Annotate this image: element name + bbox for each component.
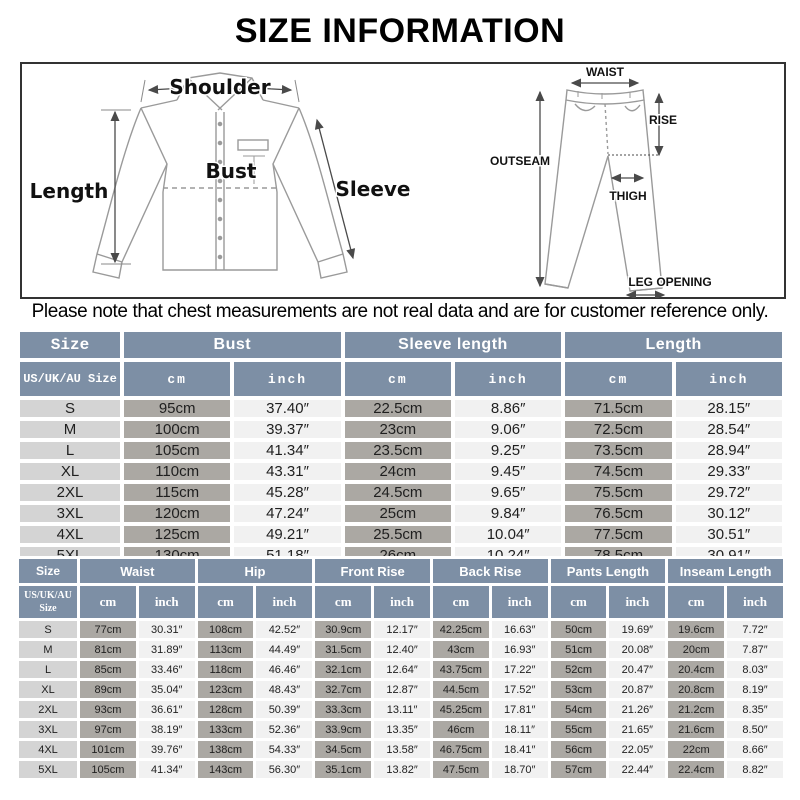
value-cell: 29.33″ (676, 463, 782, 480)
page-title: SIZE INFORMATION (234, 12, 566, 50)
size-cell: M (20, 421, 120, 438)
size-cell: S (20, 400, 120, 417)
value-cell: 46.75cm (433, 741, 489, 758)
value-cell: 108cm (198, 621, 254, 638)
value-cell: 30.31″ (139, 621, 195, 638)
value-cell: 97cm (80, 721, 136, 738)
size-column-header: Size (19, 559, 77, 583)
value-cell: 21.26″ (609, 701, 665, 718)
value-cell: 21.65″ (609, 721, 665, 738)
group-header: Bust (124, 332, 341, 358)
group-header: Hip (198, 559, 313, 583)
unit-header: inch (676, 362, 782, 396)
table-row (19, 741, 783, 758)
value-cell: 9.45″ (455, 463, 561, 480)
value-cell: 29.72″ (676, 484, 782, 501)
value-cell: 123cm (198, 681, 254, 698)
unit-header: inch (455, 362, 561, 396)
value-cell: 52cm (551, 661, 607, 678)
value-cell: 22.5cm (345, 400, 451, 417)
value-cell: 30.9cm (315, 621, 371, 638)
value-cell: 19.6cm (668, 621, 724, 638)
value-cell: 138cm (198, 741, 254, 758)
value-cell: 21.6cm (668, 721, 724, 738)
table-row (19, 641, 783, 658)
size-cell: L (19, 661, 77, 678)
value-cell: 113cm (198, 641, 254, 658)
value-cell: 22.4cm (668, 761, 724, 778)
value-cell: 53cm (551, 681, 607, 698)
value-cell: 55cm (551, 721, 607, 738)
value-cell: 72.5cm (565, 421, 671, 438)
value-cell: 50.39″ (256, 701, 312, 718)
value-cell: 105cm (80, 761, 136, 778)
value-cell: 47.5cm (433, 761, 489, 778)
value-cell: 93cm (80, 701, 136, 718)
value-cell: 57cm (551, 761, 607, 778)
value-cell: 12.40″ (374, 641, 430, 658)
value-cell: 128cm (198, 701, 254, 718)
shirt-size-table (16, 328, 786, 568)
table-row (19, 721, 783, 738)
value-cell: 81cm (80, 641, 136, 658)
value-cell: 12.17″ (374, 621, 430, 638)
value-cell: 8.19″ (727, 681, 783, 698)
value-cell: 8.82″ (727, 761, 783, 778)
size-subheader: US/UK/AU Size (20, 362, 120, 396)
unit-header: cm (668, 586, 724, 618)
value-cell: 31.5cm (315, 641, 371, 658)
value-cell: 22.44″ (609, 761, 665, 778)
value-cell: 43cm (433, 641, 489, 658)
value-cell: 75.5cm (565, 484, 671, 501)
value-cell: 21.2cm (668, 701, 724, 718)
value-cell: 20.47″ (609, 661, 665, 678)
shirt-measurement-diagram (25, 66, 415, 294)
table-row (19, 761, 783, 778)
value-cell: 25.5cm (345, 526, 451, 543)
size-cell: 2XL (19, 701, 77, 718)
size-cell: L (20, 442, 120, 459)
value-cell: 13.82″ (374, 761, 430, 778)
value-cell: 24cm (345, 463, 451, 480)
value-cell: 110cm (124, 463, 230, 480)
value-cell: 9.06″ (455, 421, 561, 438)
group-header: Pants Length (551, 559, 666, 583)
value-cell: 8.86″ (455, 400, 561, 417)
value-cell: 45.28″ (234, 484, 340, 501)
value-cell: 42.52″ (256, 621, 312, 638)
value-cell: 42.25cm (433, 621, 489, 638)
value-cell: 36.61″ (139, 701, 195, 718)
value-cell: 35.04″ (139, 681, 195, 698)
value-cell: 16.93″ (492, 641, 548, 658)
value-cell: 52.36″ (256, 721, 312, 738)
value-cell: 125cm (124, 526, 230, 543)
value-cell: 28.54″ (676, 421, 782, 438)
value-cell: 35.1cm (315, 761, 371, 778)
table-row (20, 442, 782, 459)
value-cell: 41.34″ (139, 761, 195, 778)
value-cell: 18.70″ (492, 761, 548, 778)
value-cell: 50cm (551, 621, 607, 638)
value-cell: 17.81″ (492, 701, 548, 718)
rise-label: RISE (648, 113, 678, 127)
shoulder-label: Shoulder (169, 75, 271, 99)
value-cell: 39.37″ (234, 421, 340, 438)
value-cell: 100cm (124, 421, 230, 438)
value-cell: 74.5cm (565, 463, 671, 480)
value-cell: 32.1cm (315, 661, 371, 678)
value-cell: 18.41″ (492, 741, 548, 758)
table-row (19, 681, 783, 698)
unit-header: cm (315, 586, 371, 618)
size-cell: 4XL (19, 741, 77, 758)
value-cell: 7.87″ (727, 641, 783, 658)
unit-header: inch (727, 586, 783, 618)
value-cell: 13.11″ (374, 701, 430, 718)
value-cell: 10.04″ (455, 526, 561, 543)
value-cell: 45.25cm (433, 701, 489, 718)
unit-header: cm (124, 362, 230, 396)
unit-header: inch (256, 586, 312, 618)
value-cell: 7.72″ (727, 621, 783, 638)
size-cell: S (19, 621, 77, 638)
value-cell: 13.35″ (374, 721, 430, 738)
unit-header: cm (433, 586, 489, 618)
group-header: Inseam Length (668, 559, 783, 583)
value-cell: 54.33″ (256, 741, 312, 758)
value-cell: 20cm (668, 641, 724, 658)
value-cell: 76.5cm (565, 505, 671, 522)
value-cell: 28.15″ (676, 400, 782, 417)
value-cell: 46cm (433, 721, 489, 738)
table-row (20, 400, 782, 417)
size-column-header: Size (20, 332, 120, 358)
table-row (20, 484, 782, 501)
table-row (19, 621, 783, 638)
value-cell: 33.46″ (139, 661, 195, 678)
value-cell: 8.35″ (727, 701, 783, 718)
size-cell: 5XL (19, 761, 77, 778)
size-cell: XL (19, 681, 77, 698)
value-cell: 18.11″ (492, 721, 548, 738)
table-row (20, 526, 782, 543)
value-cell: 8.50″ (727, 721, 783, 738)
value-cell: 47.24″ (234, 505, 340, 522)
value-cell: 13.58″ (374, 741, 430, 758)
value-cell: 12.87″ (374, 681, 430, 698)
leg-opening-label: LEG OPENING (628, 275, 712, 289)
value-cell: 28.94″ (676, 442, 782, 459)
value-cell: 43.75cm (433, 661, 489, 678)
table-row (20, 421, 782, 438)
value-cell: 30.12″ (676, 505, 782, 522)
value-cell: 22.05″ (609, 741, 665, 758)
table-row (19, 661, 783, 678)
value-cell: 71.5cm (565, 400, 671, 417)
size-cell: 3XL (20, 505, 120, 522)
value-cell: 8.03″ (727, 661, 783, 678)
pants-size-table (16, 556, 786, 781)
value-cell: 89cm (80, 681, 136, 698)
outseam-label: OUTSEAM (490, 154, 550, 168)
value-cell: 17.22″ (492, 661, 548, 678)
unit-header: cm (345, 362, 451, 396)
value-cell: 32.7cm (315, 681, 371, 698)
value-cell: 33.9cm (315, 721, 371, 738)
unit-header: cm (551, 586, 607, 618)
value-cell: 38.19″ (139, 721, 195, 738)
unit-header: inch (234, 362, 340, 396)
value-cell: 23.5cm (345, 442, 451, 459)
sleeve-label: Sleeve (335, 177, 411, 201)
value-cell: 56cm (551, 741, 607, 758)
group-header: Sleeve length (345, 332, 562, 358)
disclaimer-note: Please note that chest measurements are not real data and are for customer reference only. (31, 301, 769, 322)
value-cell: 48.43″ (256, 681, 312, 698)
size-cell: 3XL (19, 721, 77, 738)
value-cell: 20.87″ (609, 681, 665, 698)
value-cell: 77.5cm (565, 526, 671, 543)
value-cell: 20.8cm (668, 681, 724, 698)
value-cell: 85cm (80, 661, 136, 678)
value-cell: 9.84″ (455, 505, 561, 522)
value-cell: 49.21″ (234, 526, 340, 543)
unit-header: inch (374, 586, 430, 618)
value-cell: 46.46″ (256, 661, 312, 678)
value-cell: 56.30″ (256, 761, 312, 778)
value-cell: 41.34″ (234, 442, 340, 459)
value-cell: 33.3cm (315, 701, 371, 718)
size-cell: 2XL (20, 484, 120, 501)
unit-header: inch (139, 586, 195, 618)
value-cell: 43.31″ (234, 463, 340, 480)
unit-header: cm (565, 362, 671, 396)
value-cell: 16.63″ (492, 621, 548, 638)
value-cell: 19.69″ (609, 621, 665, 638)
value-cell: 9.25″ (455, 442, 561, 459)
value-cell: 20.4cm (668, 661, 724, 678)
group-header: Length (565, 332, 782, 358)
value-cell: 118cm (198, 661, 254, 678)
value-cell: 44.5cm (433, 681, 489, 698)
table-row (20, 505, 782, 522)
value-cell: 20.08″ (609, 641, 665, 658)
table-row (20, 463, 782, 480)
group-header: Waist (80, 559, 195, 583)
value-cell: 25cm (345, 505, 451, 522)
size-cell: XL (20, 463, 120, 480)
group-header: Back Rise (433, 559, 548, 583)
value-cell: 143cm (198, 761, 254, 778)
value-cell: 95cm (124, 400, 230, 417)
value-cell: 115cm (124, 484, 230, 501)
bust-label: Bust (205, 159, 257, 183)
value-cell: 51cm (551, 641, 607, 658)
value-cell: 9.65″ (455, 484, 561, 501)
thigh-label: THIGH (609, 189, 647, 203)
value-cell: 73.5cm (565, 442, 671, 459)
value-cell: 44.49″ (256, 641, 312, 658)
unit-header: inch (609, 586, 665, 618)
value-cell: 8.66″ (727, 741, 783, 758)
value-cell: 17.52″ (492, 681, 548, 698)
value-cell: 34.5cm (315, 741, 371, 758)
group-header: Front Rise (315, 559, 430, 583)
value-cell: 77cm (80, 621, 136, 638)
waist-label: WAIST (586, 65, 624, 79)
table-row (19, 701, 783, 718)
value-cell: 101cm (80, 741, 136, 758)
unit-header: cm (80, 586, 136, 618)
value-cell: 24.5cm (345, 484, 451, 501)
value-cell: 22cm (668, 741, 724, 758)
unit-header: inch (492, 586, 548, 618)
value-cell: 54cm (551, 701, 607, 718)
length-label: Length (29, 179, 109, 203)
size-cell: 4XL (20, 526, 120, 543)
size-subheader: US/UK/AU Size (19, 586, 77, 618)
value-cell: 12.64″ (374, 661, 430, 678)
value-cell: 120cm (124, 505, 230, 522)
value-cell: 105cm (124, 442, 230, 459)
value-cell: 30.51″ (676, 526, 782, 543)
size-cell: M (19, 641, 77, 658)
value-cell: 23cm (345, 421, 451, 438)
unit-header: cm (198, 586, 254, 618)
value-cell: 133cm (198, 721, 254, 738)
pants-measurement-diagram (480, 64, 740, 298)
value-cell: 37.40″ (234, 400, 340, 417)
value-cell: 39.76″ (139, 741, 195, 758)
value-cell: 31.89″ (139, 641, 195, 658)
